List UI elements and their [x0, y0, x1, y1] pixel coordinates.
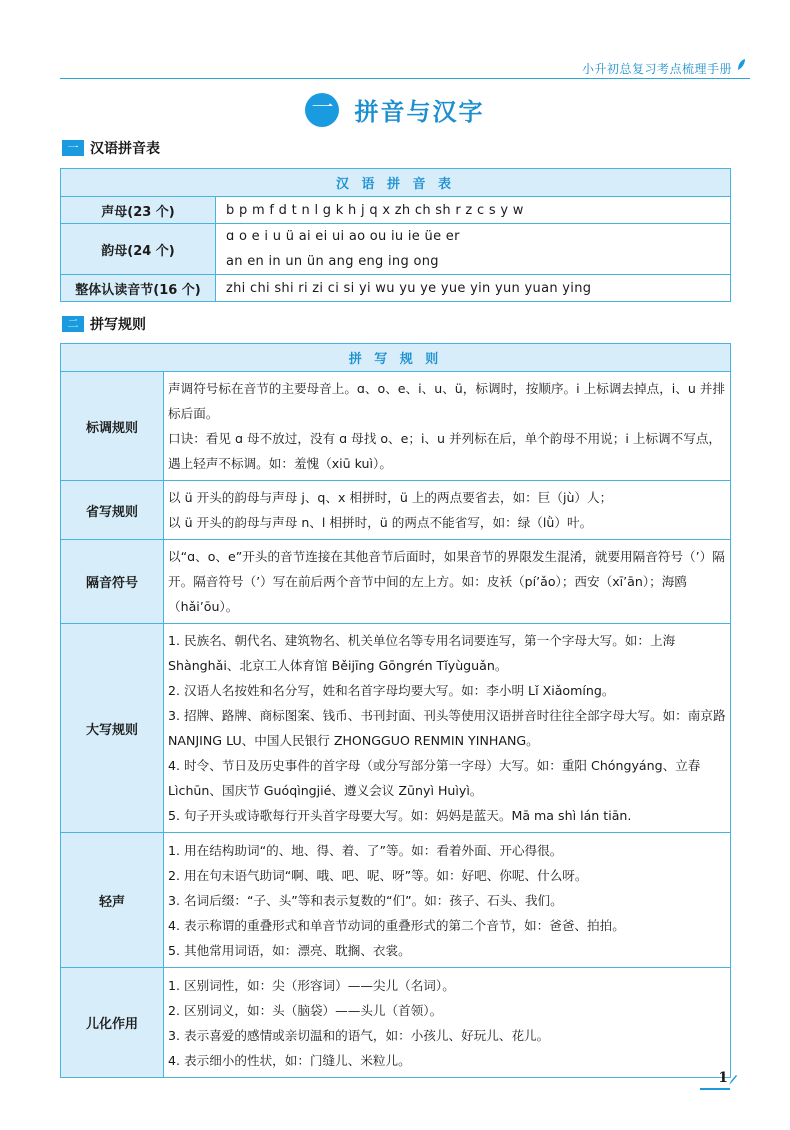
chapter-title-text: 拼音与汉字: [354, 97, 485, 126]
table-row: [61, 224, 731, 275]
row-value: [164, 481, 731, 540]
row-label: 省写规则: [61, 481, 164, 540]
row-value: [164, 540, 731, 624]
section-title: 拼写规则: [90, 317, 146, 333]
leaf-icon: [736, 58, 746, 72]
row-line: 3. 表示喜爱的感情或亲切温和的语气，如：小孩儿、好玩儿、花儿。: [168, 1027, 550, 1043]
spelling-rules-table: [60, 343, 731, 1078]
row-line: ɑ o e i u ü ai ei ui ao ou iu ie üe er: [226, 229, 460, 244]
section-heading-spelling-rules: [62, 314, 146, 334]
row-label: 韵母(24 个): [61, 224, 216, 275]
pen-icon: [728, 1074, 738, 1086]
table-row: [61, 833, 731, 968]
row-line: 2. 用在句末语气助词“啊、哦、吧、呢、呀”等。如：好吧、你呢、什么呀。: [168, 867, 588, 883]
header-rule: [60, 78, 750, 79]
page-number-rule: [700, 1088, 730, 1090]
row-line: 以“ɑ、o、e”开头的音节连接在其他音节后面时，如果音节的界限发生混淆，就要用隔音符号（’）隔开。隔音符号（’）写在前后两个音节中间的左上方。如：皮袄（pí’ǎo）；西安（xī’ān）；海鸥（hǎi’ōu）。: [168, 549, 725, 614]
row-value: b p m f d t n l g k h j q x zh ch sh r z c s y w: [216, 197, 731, 224]
row-line: 以 ü 开头的韵母与声母 j、q、x 相拼时，ü 上的两点要省去，如：巨（jù）人；: [168, 490, 613, 505]
table-caption: 拼 写 规 则: [61, 344, 731, 372]
row-line: 4. 表示细小的性状，如：门缝儿、米粒儿。: [168, 1052, 411, 1068]
row-line: 3. 名词后缀：“子、头”等和表示复数的“们”。如：孩子、石头、我们。: [168, 892, 563, 908]
row-line: 声调符号标在音节的主要母音上。ɑ、o、e、i、u、ü，标调时，按顺序。i 上标调去掉点，i、u 并排标后面。: [168, 381, 726, 421]
section-number-tag: 二: [62, 316, 84, 332]
row-line: 2. 汉语人名按姓和名分写，姓和名首字母均要大写。如：李小明 Lǐ Xiǎomíng。: [168, 683, 615, 698]
row-line: 1. 民族名、朝代名、建筑物名、机关单位名等专用名词要连写，第一个字母大写。如：上海 Shànghǎi、北京工人体育馆 Běijīng Gōngrén Tǐyùguǎn。: [168, 633, 676, 673]
row-line: 2. 区别词义，如：头（脑袋）——头儿（首领）。: [168, 1002, 443, 1018]
row-line: 4. 时令、节日及历史事件的首字母（或分写部分第一字母）大写。如：重阳 Chóngyáng、立春 Lìchūn、国庆节 Guóqìngjié、遵义会议 Zūnyì Huìyì。: [168, 758, 701, 798]
row-line: 1. 用在结构助词“的、地、得、着、了”等。如：看着外面、开心得很。: [168, 842, 563, 858]
page-number: 1: [718, 1070, 728, 1086]
table-row: [61, 197, 731, 224]
row-label: 隔音符号: [61, 540, 164, 624]
section-title: 汉语拼音表: [90, 141, 160, 157]
row-line: 5. 句子开头或诗歌每行开头首字母要大写。如：妈妈是蓝天。Mā ma shì lán tiān.: [168, 808, 632, 823]
row-value: [164, 372, 731, 481]
row-line: 4. 表示称谓的重叠形式和单音节动词的重叠形式的第二个音节，如：爸爸、拍拍。: [168, 917, 625, 933]
row-value: zhi chi shi ri zi ci si yi wu yu ye yue yin yun yuan ying: [216, 275, 731, 302]
row-value: [164, 968, 731, 1078]
row-label: 大写规则: [61, 624, 164, 833]
table-row: [61, 540, 731, 624]
table-row: [61, 968, 731, 1078]
table-row: [61, 372, 731, 481]
row-value: [164, 833, 731, 968]
table-row: [61, 481, 731, 540]
row-line: an en in un ün ang eng ing ong: [226, 254, 439, 269]
row-label: 儿化作用: [61, 968, 164, 1078]
row-line: 1. 区别词性，如：尖（形容词）——尖儿（名词）。: [168, 977, 455, 993]
chapter-number-badge: 一: [305, 93, 339, 127]
running-header: 小升初总复习考点梳理手册: [581, 62, 732, 76]
row-label: 轻声: [61, 833, 164, 968]
row-label: 标调规则: [61, 372, 164, 481]
row-line: 5. 其他常用词语，如：漂亮、耽搁、衣裳。: [168, 942, 411, 958]
row-line: 口诀：看见 ɑ 母不放过，没有 ɑ 母找 o、e；i、u 并列标在后，单个韵母不用说；i 上标调不写点，遇上轻声不标调。如：羞愧（xiū kuì）。: [168, 431, 722, 471]
row-label: 声母(23 个): [61, 197, 216, 224]
row-value: [164, 624, 731, 833]
row-line: 3. 招牌、路牌、商标图案、钱币、书刊封面、刊头等使用汉语拼音时往往全部字母大写。如：南京路 NANJING LU、中国人民银行 ZHONGGUO RENMIN YINHANG。: [168, 708, 726, 748]
table-row: [61, 275, 731, 302]
row-value: [216, 224, 731, 275]
table-caption: 汉 语 拼 音 表: [61, 169, 731, 197]
row-line: 以 ü 开头的韵母与声母 n、l 相拼时，ü 的两点不能省写，如：绿（lǜ）叶。: [168, 515, 593, 530]
pinyin-table: [60, 168, 731, 302]
table-row: [61, 624, 731, 833]
row-label: 整体认读音节(16 个): [61, 275, 216, 302]
section-number-tag: 一: [62, 140, 84, 156]
chapter-title: [0, 92, 790, 128]
section-heading-pinyin-table: [62, 138, 160, 158]
